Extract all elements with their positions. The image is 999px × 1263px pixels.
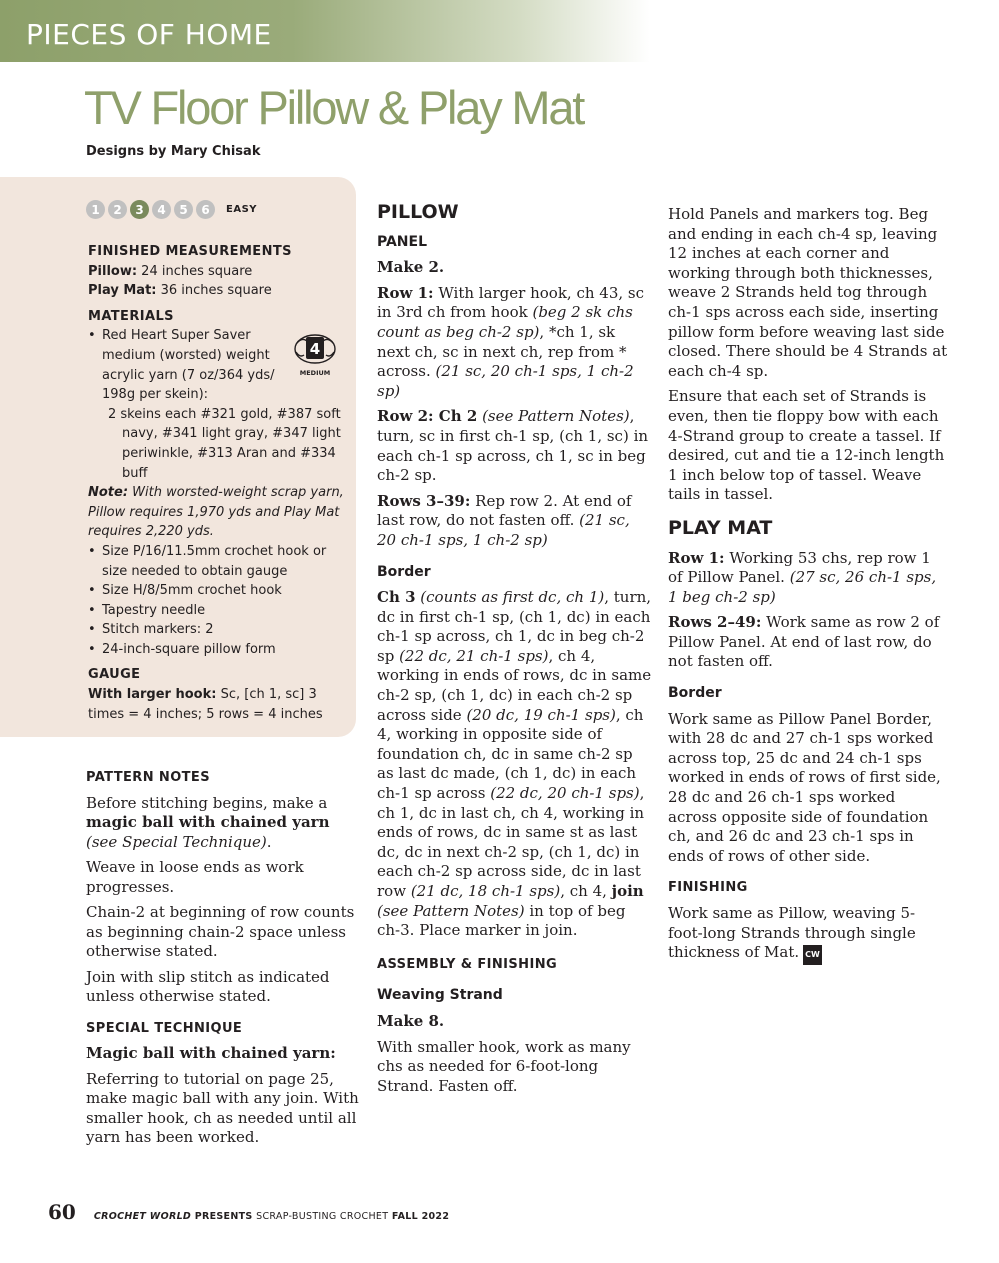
- skill-level-5: 5: [174, 200, 193, 219]
- note-paragraph: Weave in loose ends as work progresses.: [86, 858, 304, 896]
- border-heading: Border: [377, 563, 431, 580]
- make-count: Make 2.: [377, 258, 445, 277]
- border-text: Ch 3 (counts as first dc, ch 1), turn, dc in first ch-1 sp, (ch 1, dc) in each ch-1 sp across, ch 1, dc in beg ch-2 sp (22 dc, 21 ch-1 sps), ch 4, working in ends of rows, dc in same ch-2 sp, (ch 1, dc) in each ch-2 sp across side (20 dc, 19 ch-1 sps), ch 4, working in opposite side of foundation ch, dc in same ch-2 sp as last dc made, (ch 1, dc) in each ch-1 sp across (22 dc, 20 ch-1 sps), ch 1, dc in last ch, ch 4, working in ends of rows, dc in same st as last dc, dc in next ch-2 sp, (ch 1, dc) in each ch-2 sp across side, dc in last row (21 dc, 18 ch-1 sps), ch 4, join (see Pattern Notes) in top of beg ch-3. Place marker in join.: [377, 588, 652, 940]
- special-technique-title: Magic ball with chained yarn:: [86, 1044, 336, 1062]
- footer-publication: CROCHET WORLD PRESENTS SCRAP-BUSTING CROCHET FALL 2022: [93, 1211, 450, 1222]
- list-item: • 24-inch-square pillow form: [88, 640, 350, 660]
- make-count: Make 8.: [377, 1011, 445, 1030]
- list-item: • Tapestry needle: [88, 601, 350, 621]
- assembly-paragraph: Ensure that each set of Strands is even, then tie floppy bow with each 4-Strand group to create a tassel. If desired, cut and tie a 12-inch length 1 inch below top of tassel. Weave tails in tassel.: [668, 387, 945, 504]
- weaving-strand-heading: Weaving Strand: [377, 987, 503, 1004]
- note-paragraph: Join with slip stitch as indicated unless otherwise stated.: [86, 967, 330, 1005]
- note-paragraph: Before stitching begins, make a magic ball with chained yarn (see Special Technique).: [86, 793, 330, 851]
- play-mat-heading: PLAY MAT: [668, 516, 773, 539]
- rows-3-39: Rows 3–39: Rep row 2. At end of last row, do not fasten off. (21 sc, 20 ch-1 sps, 1 ch-2 sp): [377, 491, 632, 549]
- assembly-paragraph: Hold Panels and markers tog. Beg and ending in each ch-4 sp, leaving 12 inches at each corner and working through both thicknesses, weave 2 Strands held tog through ch-1 sps across each side, inserting pillow form before weaving last side closed. There should be 4 Strands at each ch-4 sp.: [668, 205, 948, 380]
- note-paragraph: Chain-2 at beginning of row counts as beginning chain-2 space unless otherwise stated.: [86, 903, 355, 960]
- panel-heading: PANEL: [377, 233, 428, 250]
- list-item: • Stitch markers: 2: [88, 620, 350, 640]
- mat-border-text: Work same as Pillow Panel Border, with 28 dc and 27 ch-1 sps worked across top, 25 dc and 24 ch-1 sps worked in ends of rows of first side, 28 dc and 26 ch-1 sps worked across opposite side of foundation ch, and 26 dc and 23 ch-1 sps in ends of rows of other side.: [668, 709, 941, 865]
- skill-rating: [86, 200, 257, 219]
- pillow-column: [377, 203, 652, 1102]
- materials-list: [88, 326, 350, 404]
- yarn-note: Note: With worsted-weight scrap yarn, Pillow requires 1,970 yds and Play Mat requires 2,220 yds.: [88, 485, 344, 540]
- finishing-heading: FINISHING: [668, 880, 748, 896]
- supplies-list: [88, 542, 350, 660]
- page-footer: [48, 1200, 449, 1224]
- gauge-text: With larger hook: Sc, [ch 1, sc] 3 times = 4 inches; 5 rows = 4 inches: [88, 687, 323, 722]
- skein-colors: 2 skeins each #321 gold, #387 soft navy, #341 light gray, #347 light periwinkle, #313 Aran and #334 buff: [108, 406, 341, 481]
- end-mark-icon: CW: [803, 945, 822, 965]
- row-2: Row 2: Ch 2 (see Pattern Notes), turn, sc in first ch-1 sp, (ch 1, sc) in each ch-1 sp across, ch 1, sc in beg ch-2 sp.: [377, 407, 649, 485]
- special-technique-heading: SPECIAL TECHNIQUE: [86, 1020, 243, 1036]
- skill-label: EASY: [226, 204, 258, 215]
- assembly-heading: ASSEMBLY & FINISHING: [377, 956, 558, 972]
- mat-border-heading: Border: [668, 685, 722, 702]
- finished-measurements-heading: FINISHED MEASUREMENTS: [88, 244, 292, 259]
- materials-heading: MATERIALS: [88, 308, 174, 324]
- mat-row-1: Row 1: Working 53 chs, rep row 1 of Pillow Panel. (27 sc, 26 ch-1 sps, 1 beg ch-2 sp): [668, 548, 937, 606]
- pattern-notes-heading: PATTERN NOTES: [86, 770, 210, 785]
- list-item: • Size P/16/11.5mm crochet hook or size needed to obtain gauge: [88, 542, 350, 581]
- skill-level-2: 2: [108, 200, 127, 219]
- byline: Designs by Mary Chisak: [86, 144, 261, 159]
- finishing-text: Work same as Pillow, weaving 5-foot-long Strands through single thickness of Mat. CW: [668, 904, 948, 965]
- skill-level-3: 3: [130, 200, 149, 219]
- skill-level-4: 4: [152, 200, 171, 219]
- skill-level-1: 1: [86, 200, 105, 219]
- pillow-heading: PILLOW: [377, 201, 459, 223]
- yarn-weight-number: 4: [309, 340, 321, 358]
- yarn-item: • Red Heart Super Saver medium (worsted) weight acrylic yarn (7 oz/364 yds/ 198g per skein):: [88, 326, 302, 404]
- special-technique-text: Referring to tutorial on page 25, make magic ball with any join. With smaller hook, ch as needed until all yarn has been worked.: [86, 1069, 359, 1146]
- mat-size: Play Mat: 36 inches square: [88, 283, 272, 299]
- mat-rows-2-49: Rows 2–49: Work same as row 2 of Pillow Panel. At end of last row, do not fasten off.: [668, 613, 940, 671]
- gauge-heading: GAUGE: [88, 667, 141, 683]
- skill-level-6: 6: [196, 200, 215, 219]
- pillow-size: Pillow: 24 inches square: [88, 263, 253, 279]
- materials-column: [88, 242, 350, 724]
- page-title: TV Floor Pillow & Play Mat: [84, 81, 584, 134]
- section-label: PIECES OF HOME: [26, 18, 272, 51]
- row-1: Row 1: With larger hook, ch 43, sc in 3rd ch from hook (beg 2 sk chs count as beg ch-2 sp), *ch 1, sk next ch, sc in next ch, rep from * across. (21 sc, 20 ch-1 sps, 1 ch-2 sp): [377, 283, 644, 400]
- weaving-strand-text: With smaller hook, work as many chs as needed for 6-foot-long Strand. Fasten off.: [377, 1037, 631, 1095]
- pattern-notes: [86, 762, 361, 1154]
- list-item: • Size H/8/5mm crochet hook: [88, 581, 350, 601]
- yarn-weight-label: MEDIUM: [299, 369, 331, 377]
- assembly-column: [668, 205, 948, 971]
- page-number: 60: [48, 1200, 76, 1224]
